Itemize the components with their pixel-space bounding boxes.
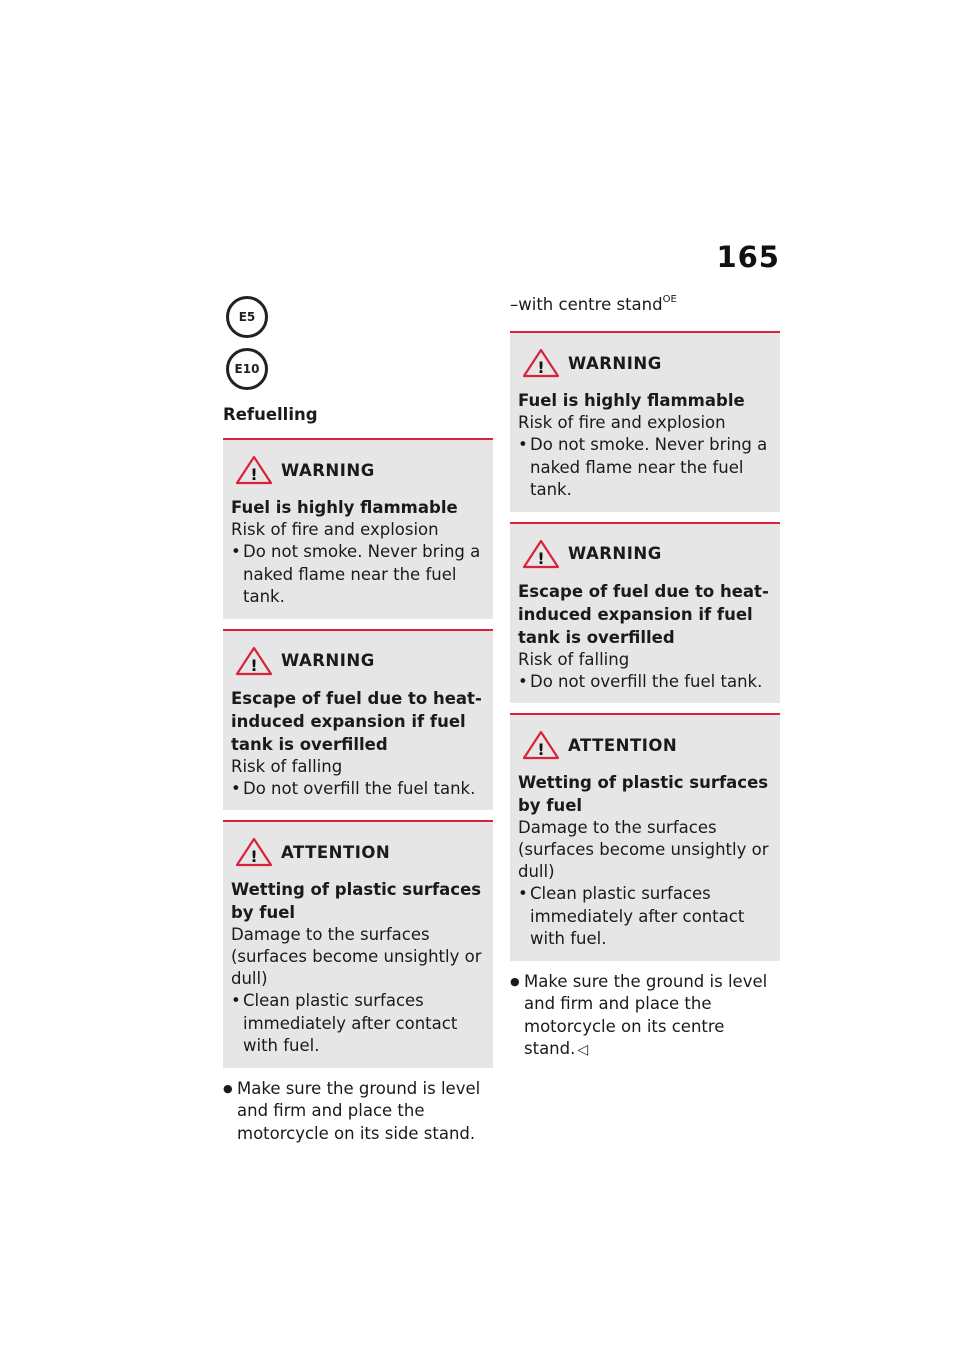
box-header	[235, 832, 485, 872]
warning-triangle-icon	[522, 730, 560, 760]
attention-box-plastic	[223, 820, 493, 1068]
box-text: Risk of falling	[231, 756, 343, 776]
box-label: ATTENTION	[281, 842, 391, 862]
box-bullet: • Do not overfill the fuel tank.	[518, 671, 772, 694]
box-title: Escape of fuel due to heat-induced expansion if fuel tank is overfilled	[231, 688, 482, 754]
warning-box-overfill	[510, 522, 780, 704]
box-header	[522, 725, 772, 765]
fuel-e10-icon: E10	[226, 348, 268, 390]
box-label: WARNING	[281, 460, 375, 480]
warning-triangle-icon	[522, 348, 560, 378]
warning-box-flammable	[510, 331, 780, 512]
right-column	[510, 288, 780, 1062]
left-column	[223, 292, 493, 1145]
box-title: Escape of fuel due to heat-induced expansion if fuel tank is overfilled	[518, 581, 769, 647]
box-text: Damage to the surfaces (surfaces become unsightly or dull)	[518, 818, 769, 881]
box-text: Damage to the surfaces (surfaces become unsightly or dull)	[231, 925, 482, 988]
box-text: Risk of falling	[518, 649, 630, 669]
box-bullet: • Clean plastic surfaces immediately after contact with fuel.	[518, 883, 772, 951]
warning-triangle-icon	[235, 455, 273, 485]
fuel-e5-icon: E5	[226, 296, 268, 338]
warning-triangle-icon	[235, 837, 273, 867]
box-label: WARNING	[568, 353, 662, 373]
svg-text:!: !	[537, 740, 545, 759]
variant-superscript: OE	[662, 294, 677, 305]
attention-box-plastic	[510, 713, 780, 961]
box-title: Fuel is highly flammable	[231, 498, 458, 517]
box-title: Wetting of plastic surfaces by fuel	[518, 773, 769, 815]
box-text: Risk of fire and explosion	[231, 520, 439, 539]
svg-text:!: !	[250, 465, 258, 484]
svg-text:!: !	[537, 358, 545, 377]
box-label: WARNING	[281, 651, 375, 670]
section-title: Refuelling	[223, 405, 318, 424]
box-header	[522, 343, 772, 383]
box-title: Wetting of plastic surfaces by fuel	[231, 880, 482, 922]
svg-text:!: !	[537, 548, 545, 568]
box-label: ATTENTION	[568, 735, 678, 755]
box-bullet: • Do not smoke. Never bring a naked flame near the fuel tank.	[518, 434, 772, 502]
box-label: WARNING	[568, 544, 662, 563]
warning-triangle-icon	[235, 646, 273, 676]
box-bullet: • Do not smoke. Never bring a naked flame near the fuel tank.	[231, 541, 485, 609]
warning-box-flammable	[223, 438, 493, 619]
box-title: Fuel is highly flammable	[518, 391, 745, 410]
box-bullet: • Do not overfill the fuel tank.	[231, 778, 485, 801]
box-bullet: • Clean plastic surfaces immediately after contact with fuel.	[231, 990, 485, 1058]
svg-text:!: !	[250, 655, 258, 675]
variant-label: –with centre stand	[510, 295, 663, 314]
box-header	[235, 641, 485, 681]
box-header	[522, 534, 772, 574]
end-of-section-icon: ◁	[577, 1042, 589, 1058]
instruction-step-text: Make sure the ground is level and firm and place the motorcycle on its centre stand.	[524, 971, 768, 1058]
instruction-step: ● Make sure the ground is level and firm and place the motorcycle on its side stand.	[223, 1078, 493, 1146]
warning-box-overfill	[223, 629, 493, 811]
instruction-step	[510, 971, 780, 1062]
svg-text:!: !	[250, 847, 258, 866]
page-number: 165	[716, 240, 780, 274]
box-header	[235, 450, 485, 490]
box-text: Risk of fire and explosion	[518, 413, 726, 432]
warning-triangle-icon	[522, 539, 560, 569]
variant-heading	[510, 288, 780, 317]
